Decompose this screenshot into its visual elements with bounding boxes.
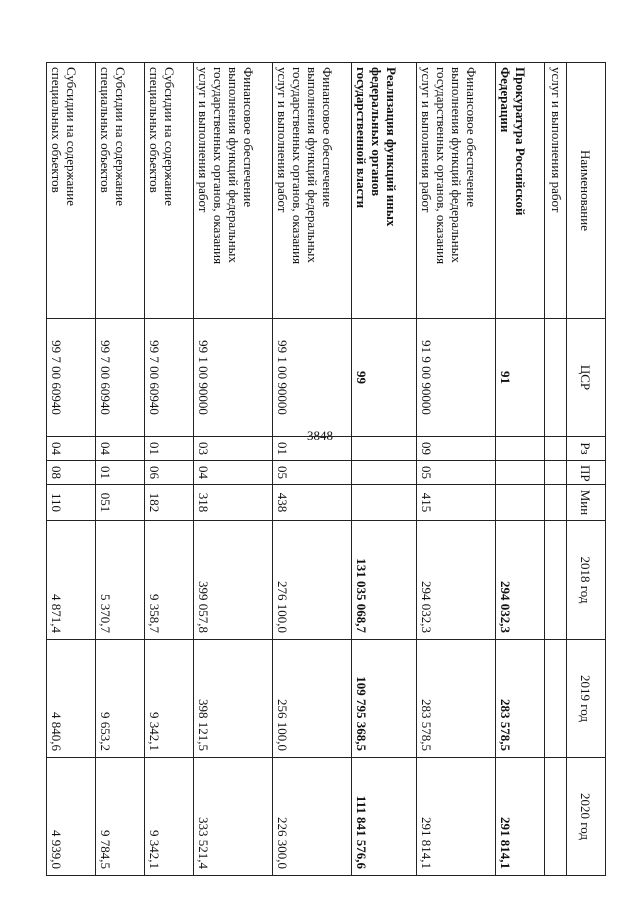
row-name	[47, 63, 96, 319]
row-name	[273, 63, 352, 319]
empty-cell	[545, 485, 567, 521]
row-2019: 4 840,6	[47, 640, 96, 758]
row-2020: 111 841 576,6	[352, 758, 417, 876]
row-name-line: специальных объектов	[98, 67, 113, 193]
row-name-line: федеральных органов	[369, 67, 384, 197]
row-min: 438	[273, 485, 352, 521]
row-2020: 291 814,1	[417, 758, 496, 876]
row-name-line: Субсидии на содержание	[162, 67, 177, 206]
row-name-line: Финансовое обеспечение	[464, 67, 479, 208]
empty-cell	[545, 640, 567, 758]
row-name-line: услуг и выполнения работ	[196, 67, 211, 213]
row-pr: 05	[417, 461, 496, 485]
row-pr	[352, 461, 417, 485]
row-pr: 08	[47, 461, 96, 485]
row-pr: 05	[273, 461, 352, 485]
row-2019: 9 653,2	[96, 640, 145, 758]
row-name-line: Субсидии на содержание	[113, 67, 128, 206]
row-rz: 09	[417, 437, 496, 461]
row-csr: 99 7 00 60940	[96, 319, 145, 437]
row-csr: 99 7 00 60940	[47, 319, 96, 437]
row-rz	[496, 437, 545, 461]
table-row	[352, 63, 417, 876]
row-csr: 99	[352, 319, 417, 437]
row-rz: 04	[47, 437, 96, 461]
row-2018: 276 100,0	[273, 521, 352, 640]
row-min: 318	[194, 485, 273, 521]
row-name-line: Федерации	[498, 67, 513, 133]
row-name	[96, 63, 145, 319]
empty-cell	[545, 758, 567, 876]
row-csr: 99 1 00 90000	[273, 319, 352, 437]
row-rz: 03	[194, 437, 273, 461]
row-name-line: государственных органов, оказания	[290, 67, 305, 265]
row-name-line: государственной власти	[354, 67, 369, 209]
row-rz: 01	[273, 437, 352, 461]
header-rz: Рз	[567, 437, 606, 461]
row-min: 182	[145, 485, 194, 521]
table-row	[417, 63, 496, 876]
row-name-line: выполнения функций федеральных	[305, 67, 320, 263]
empty-cell	[545, 461, 567, 485]
empty-cell	[545, 319, 567, 437]
row-min: 415	[417, 485, 496, 521]
row-2020: 9 784,5	[96, 758, 145, 876]
row-name	[145, 63, 194, 319]
row-2019: 398 121,5	[194, 640, 273, 758]
row-name-line: услуг и выполнения работ	[275, 67, 290, 213]
row-pr	[496, 461, 545, 485]
row-name	[417, 63, 496, 319]
continuation-row	[545, 63, 567, 876]
row-2018: 4 871,4	[47, 521, 96, 640]
row-rz	[352, 437, 417, 461]
row-2019: 9 342,1	[145, 640, 194, 758]
header-name: Наименование	[567, 63, 606, 319]
row-name-line: Финансовое обеспечение	[241, 67, 256, 208]
table-body	[47, 63, 567, 876]
header-pr: ПР	[567, 461, 606, 485]
row-name	[194, 63, 273, 319]
table-row	[47, 63, 96, 876]
row-name-line: специальных объектов	[147, 67, 162, 193]
table-row	[194, 63, 273, 876]
row-name-line: государственных органов, оказания	[211, 67, 226, 265]
row-name-line: специальных объектов	[49, 67, 64, 193]
row-2019: 283 578,5	[417, 640, 496, 758]
row-2018: 399 057,8	[194, 521, 273, 640]
header-csr: ЦСР	[567, 319, 606, 437]
empty-cell	[545, 437, 567, 461]
row-2020: 4 939,0	[47, 758, 96, 876]
table-header-row	[567, 63, 606, 876]
row-name-line: услуг и выполнения работ	[419, 67, 434, 213]
row-name-line: Субсидии на содержание	[64, 67, 79, 206]
row-2019: 283 578,5	[496, 640, 545, 758]
table-row	[96, 63, 145, 876]
row-rz: 04	[96, 437, 145, 461]
row-pr: 04	[194, 461, 273, 485]
row-name-line: Финансовое обеспечение	[320, 67, 335, 208]
page-number: 3848	[307, 428, 333, 443]
row-name-line: выполнения функций федеральных	[449, 67, 464, 263]
row-name	[496, 63, 545, 319]
header-2018: 2018 год	[567, 521, 606, 640]
row-2018: 294 032,3	[496, 521, 545, 640]
row-name-line: государственных органов, оказания	[434, 67, 449, 265]
row-name-line: Реализация функций иных	[384, 67, 399, 227]
row-min	[496, 485, 545, 521]
row-2019: 109 795 368,5	[352, 640, 417, 758]
row-min: 051	[96, 485, 145, 521]
budget-table	[46, 62, 606, 876]
table-row	[273, 63, 352, 876]
row-rz: 01	[145, 437, 194, 461]
row-min	[352, 485, 417, 521]
row-2020: 333 521,4	[194, 758, 273, 876]
row-name	[352, 63, 417, 319]
row-2018: 9 358,7	[145, 521, 194, 640]
row-2020: 226 300,0	[273, 758, 352, 876]
row-2019: 256 100,0	[273, 640, 352, 758]
row-2020: 291 814,1	[496, 758, 545, 876]
row-csr: 99 7 00 60940	[145, 319, 194, 437]
row-2020: 9 342,1	[145, 758, 194, 876]
row-min: 110	[47, 485, 96, 521]
row-csr: 99 1 00 90000	[194, 319, 273, 437]
rotated-table-container	[49, 62, 606, 875]
row-name-line: Прокуратура Российской	[513, 67, 528, 216]
row-pr: 06	[145, 461, 194, 485]
header-2020: 2020 год	[567, 758, 606, 876]
row-2018: 131 035 068,7	[352, 521, 417, 640]
table-row	[496, 63, 545, 876]
continuation-text: услуг и выполнения работ	[545, 63, 567, 319]
row-name-line: выполнения функций федеральных	[226, 67, 241, 263]
row-csr: 91	[496, 319, 545, 437]
table-row	[145, 63, 194, 876]
row-2018: 294 032,3	[417, 521, 496, 640]
header-2019: 2019 год	[567, 640, 606, 758]
row-csr: 91 9 00 90000	[417, 319, 496, 437]
header-min: Мин	[567, 485, 606, 521]
row-pr: 01	[96, 461, 145, 485]
row-2018: 5 370,7	[96, 521, 145, 640]
empty-cell	[545, 521, 567, 640]
